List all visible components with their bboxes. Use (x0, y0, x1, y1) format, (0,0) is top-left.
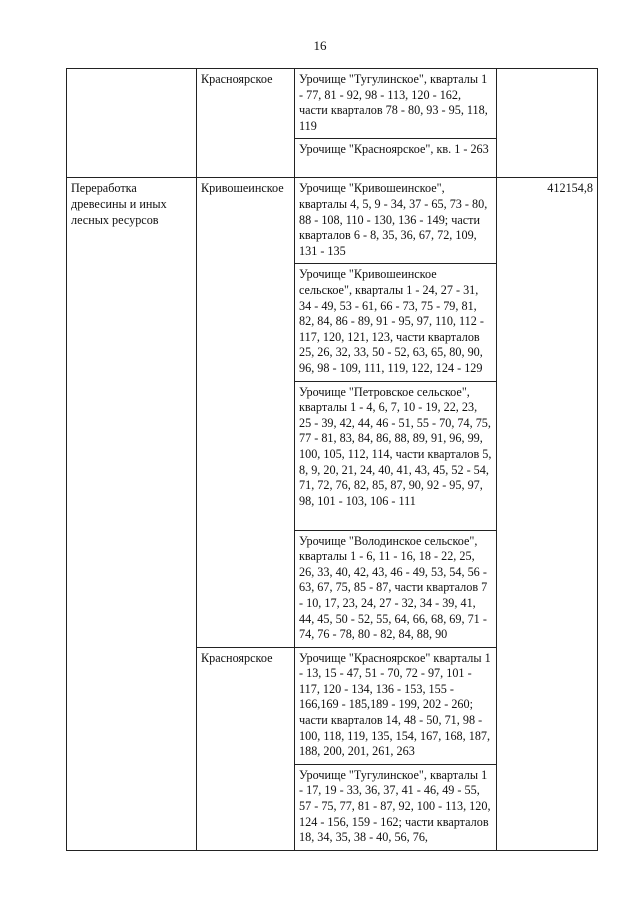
district-cell: Красноярское (197, 69, 295, 178)
tract-cell: Урочище "Тугулинское", кварталы 1 - 17, 19 - 33, 36, 37, 41 - 46, 49 - 55, 57 - 75, 77, 81 - 87, 92, 100 - 113, 120, 124 - 156, 159 - 162; части кварталов 18, 34, 35, 38 - 40, 56, 76, (295, 764, 497, 850)
district-cell: Красноярское (197, 647, 295, 850)
tract-cell: Урочище "Тугулинское", кварталы 1 - 77, 81 - 92, 98 - 113, 120 - 162, части кварталов 78 - 80, 93 - 95, 118, 119 (295, 69, 497, 139)
volume-cell: 412154,8 (497, 178, 598, 850)
activity-cell (67, 69, 197, 178)
activity-cell: Переработка древесины и иных лесных ресурсов (67, 178, 197, 850)
tract-cell: Урочище "Красноярское" кварталы 1 - 13, 15 - 47, 51 - 70, 72 - 97, 101 - 117, 120 - 134, 136 - 153, 155 - 166,169 - 185,189 - 199, 202 - 260; части кварталов 14, 48 - 50, 71, 98 - 100, 118, 119, 135, 154, 167, 168, 187, 188, 200, 201, 261, 263 (295, 647, 497, 764)
table-row (67, 178, 598, 264)
page-number: 16 (313, 38, 327, 53)
tract-cell: Урочище "Кривошеинское сельское", кварталы 1 - 24, 27 - 31, 34 - 49, 53 - 61, 66 - 73, 75 - 79, 81, 82, 84, 86 - 89, 91 - 95, 97, 110, 112 - 117, 120, 121, 123, части кварталов 25, 26, 32, 33, 50 - 52, 63, 65, 80, 90, 96, 98 - 109, 111, 119, 122, 124 - 129 (295, 264, 497, 381)
tract-cell: Урочище "Володинское сельское", кварталы 1 - 6, 11 - 16, 18 - 22, 25, 26, 33, 40, 42, 43, 46 - 49, 53, 54, 56 - 63, 67, 75, 85 - 87, части кварталов 7 - 10, 17, 23, 24, 27 - 32, 34 - 39, 41, 44, 45, 50 - 52, 55, 64, 66, 68, 69, 71 - 74, 76 - 78, 80 - 82, 84, 88, 90 (295, 530, 497, 647)
tract-cell: Урочище "Красноярское", кв. 1 - 263 (295, 139, 497, 178)
volume-cell (497, 69, 598, 178)
district-cell: Кривошеинское (197, 178, 295, 647)
forest-regions-table (66, 68, 598, 851)
tract-cell: Урочище "Петровское сельское", кварталы 1 - 4, 6, 7, 10 - 19, 22, 23, 25 - 39, 42, 44, 46 - 51, 55 - 70, 74, 75, 77 - 81, 83, 84, 86, 88, 89, 91, 96, 99, 100, 105, 112, 114, части кварталов 5, 8, 9, 20, 21, 24, 40, 41, 43, 45, 52 - 54, 71, 72, 76, 82, 85, 87, 90, 92 - 95, 97, 98, 101 - 103, 106 - 111 (295, 381, 497, 530)
tract-cell: Урочище "Кривошеинское", кварталы 4, 5, 9 - 34, 37 - 65, 73 - 80, 88 - 108, 110 - 130, 136 - 149; части кварталов 6 - 8, 35, 36, 67, 72, 109, 131 - 135 (295, 178, 497, 264)
table-row (67, 69, 598, 139)
